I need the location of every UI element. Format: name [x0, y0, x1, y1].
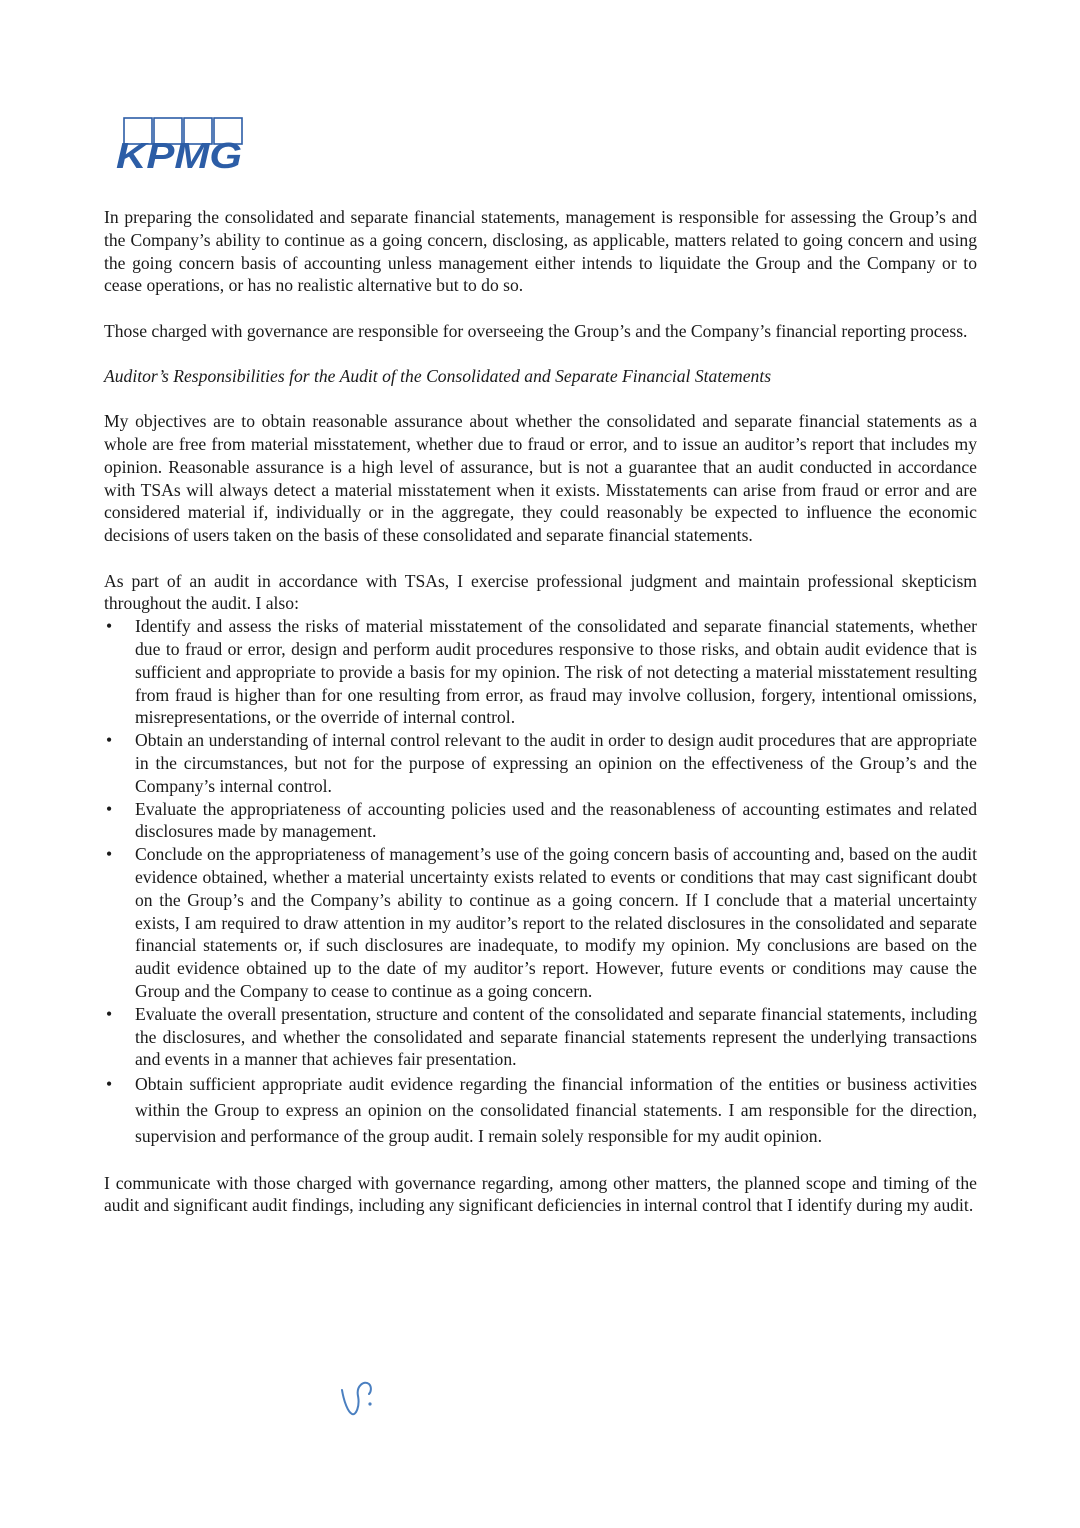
paragraph-governance: Those charged with governance are responsible for overseeing the Group’s and the Company’s financial reporting process.: [104, 320, 968, 341]
list-item-text: Obtain an understanding of internal control relevant to the audit in order to design audit procedures that are appropriate in the circumstances, but not for the purpose of expressing an opinion on the effectiveness of the Group’s and the Company’s internal control.: [135, 730, 977, 796]
list-item-text: Evaluate the overall presentation, structure and content of the consolidated and separate financial statements, including the disclosures, and whether the consolidated and separate financial statements represent the underlying transactions and events in a manner that achieves fair presentation.: [135, 1003, 977, 1070]
list-item-text: Identify and assess the risks of material misstatement of the consolidated and separate financial statements, whether due to fraud or error, design and perform audit procedures responsive to those risks, and obtain audit evidence that is sufficient and appropriate to provide a basis for my opinion. The risk of not detecting a material misstatement resulting from fraud is higher than for one resulting from error, as fraud may involve collusion, forgery, intentional omissions, misrepresentations, or the override of internal control.: [135, 616, 977, 728]
list-item: [104, 843, 977, 1003]
list-item-text: Obtain sufficient appropriate audit evidence regarding the financial information of the entities or business activities within the Group to express an opinion on the consolidated financial statements. I am responsible for the direction, supervision and performance of the group audit. I remain solely responsible for my audit opinion.: [135, 1074, 977, 1147]
paragraph-going-concern: In preparing the consolidated and separate financial statements, management is responsible for assessing the Group’s and the Company’s ability to continue as a going concern, disclosing, as applicable, matters related to going concern and using the going concern basis of accounting unless management either intends to liquidate the Group and the Company or to cease operations, or has no realistic alternative but to do so.: [104, 207, 977, 296]
list-item-text: Conclude on the appropriateness of management’s use of the going concern basis of accounting and, based on the audit evidence obtained, whether a material uncertainty exists related to events or conditions that may cast significant doubt on the Group’s and the Company’s ability to continue as a going concern. If I conclude that a material uncertainty exists, I am required to draw attention in my auditor’s report to the related disclosures in the consolidated and separate financial statements or, if such disclosures are inadequate, to modify my opinion. My conclusions are based on the audit evidence obtained up to the date of my auditor’s report. However, future events or conditions may cause the Group and the Company to cease to continue as a going concern.: [135, 844, 977, 1001]
responsibilities-list: [104, 615, 977, 1149]
paragraph-communicate: I communicate with those charged with governance regarding, among other matters, the planned scope and timing of the audit and significant audit findings, including any significant deficiencies in internal control that I identify during my audit.: [104, 1172, 977, 1216]
bullet-icon: •: [106, 844, 113, 865]
kpmg-logo: [116, 116, 248, 174]
document-body: [104, 206, 977, 1217]
paragraph-as-part: As part of an audit in accordance with TSAs, I exercise professional judgment and maintain professional skepticism throughout the audit. I also:: [104, 570, 977, 614]
bullet-icon: •: [106, 1074, 113, 1095]
list-item: [104, 798, 977, 844]
bullet-icon: •: [106, 1003, 113, 1024]
list-item: [104, 1071, 977, 1149]
kpmg-logo-text: KPMG: [116, 135, 242, 174]
section-heading: Auditor’s Responsibilities for the Audit of the Consolidated and Separate Financial Statements: [104, 365, 772, 386]
bullet-icon: •: [106, 798, 113, 819]
bullet-icon: •: [106, 616, 113, 637]
signature-initial-icon: [336, 1376, 380, 1418]
list-item: [104, 729, 977, 797]
bullet-icon: •: [106, 730, 113, 751]
list-item: [104, 1003, 977, 1071]
list-item: [104, 615, 977, 729]
list-item-text: Evaluate the appropriateness of accounting policies used and the reasonableness of accounting estimates and related disclosures made by management.: [135, 798, 977, 842]
paragraph-objectives: My objectives are to obtain reasonable assurance about whether the consolidated and separate financial statements as a whole are free from material misstatement, whether due to fraud or error, and to issue an auditor’s report that includes my opinion. Reasonable assurance is a high level of assurance, but is not a guarantee that an audit conducted in accordance with TSAs will always detect a material misstatement when it exists. Misstatements can arise from fraud or error and are considered material if, individually or in the aggregate, they could reasonably be expected to influence the economic decisions of users taken on the basis of these consolidated and separate financial statements.: [104, 411, 977, 546]
